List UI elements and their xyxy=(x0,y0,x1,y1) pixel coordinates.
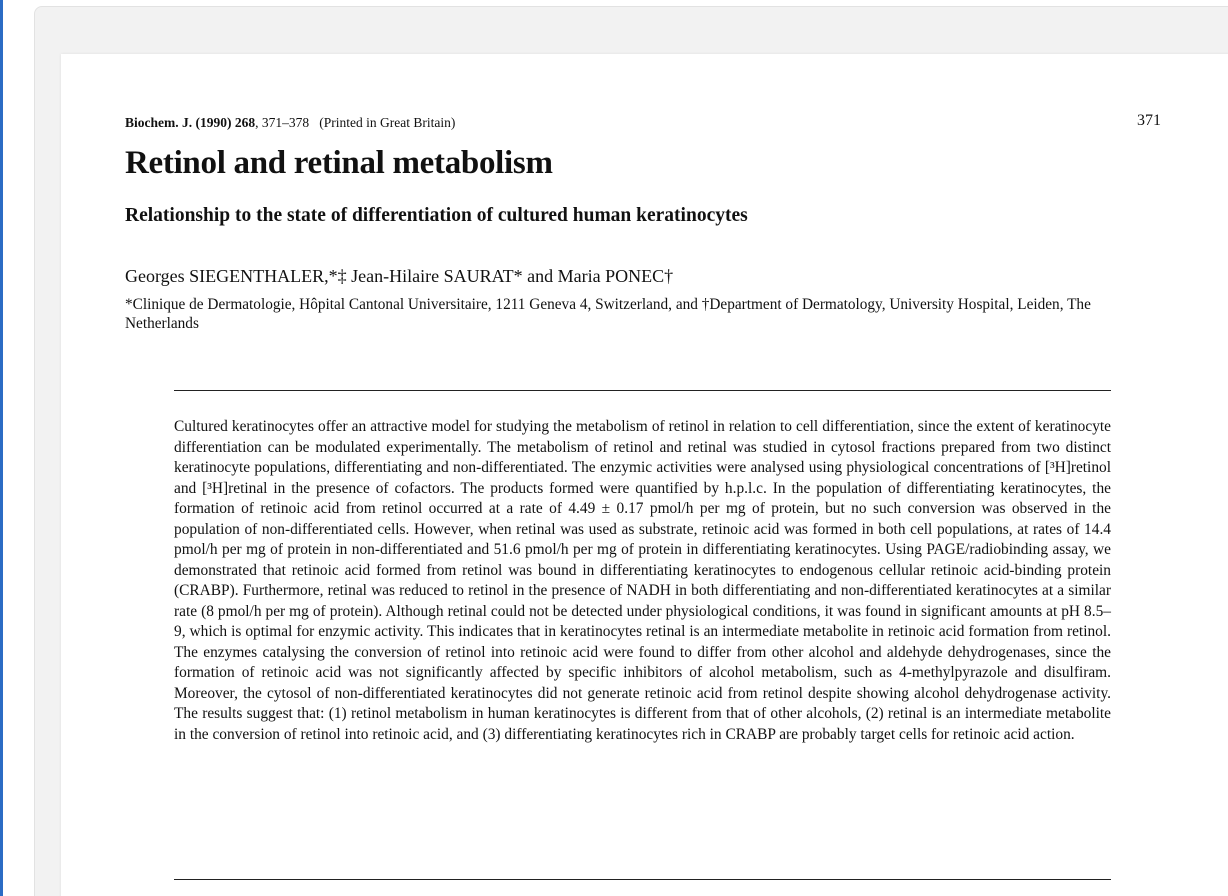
paper-title: Retinol and retinal metabolism xyxy=(125,145,553,181)
journal-pages: , 371–378 xyxy=(255,115,310,130)
journal-year: (1990) xyxy=(195,115,232,130)
journal-name: Biochem. J. xyxy=(125,115,193,130)
abstract-bottom-rule xyxy=(174,879,1111,880)
printed-note: (Printed in Great Britain) xyxy=(319,115,456,130)
author-list: Georges SIEGENTHALER,*‡ Jean-Hilaire SAURAT* and Maria PONEC† xyxy=(125,266,674,286)
journal-citation xyxy=(125,115,455,131)
page-number: 371 xyxy=(1137,112,1161,129)
abstract-text: Cultured keratinocytes offer an attractive model for studying the metabolism of retinol in relation to cell differentiation, since the extent of keratinocyte differentiation can be modulated experimentally. The metabolism of retinol and retinal was studied in cytosol fractions prepared from two distinct keratinocyte populations, differentiating and non-differentiated. The enzymic activities were analysed using physiological concentrations of [³H]retinol and [³H]retinal in the presence of cofactors. The products formed were quantified by h.p.l.c. In the population of differentiating keratinocytes, the formation of retinoic acid from retinol occurred at a rate of 4.49 ± 0.17 pmol/h per mg of protein, but no such conversion was observed in the population of non-differentiated cells. However, when retinal was used as substrate, retinoic acid was formed in both cell populations, at rates of 14.4 pmol/h per mg of protein in non-differentiated and 51.6 pmol/h per mg of protein in differentiating keratinocytes. Using PAGE/radiobinding assay, we demonstrated that retinoic acid formed from retinol was bound in differentiating keratinocytes to endogenous cellular retinoic acid-binding protein (CRABP). Furthermore, retinal was reduced to retinol in the presence of NADH in both differentiating and non-differentiated keratinocytes at a similar rate (8 pmol/h per mg of protein). Although retinal could not be detected under physiological conditions, it was found in significant amounts at pH 8.5–9, which is optimal for enzymic activity. This indicates that in keratinocytes retinal is an intermediate metabolite in retinoic acid formation from retinol. The enzymes catalysing the conversion of retinol into retinoic acid were found to differ from other alcohol and aldehyde dehydrogenases, since the formation of retinoic acid was not significantly affected by specific inhibitors of alcohol metabolism, such as 4-methylpyrazole and disulfiram. Moreover, the cytosol of non-differentiated keratinocytes did not generate retinoic acid from retinol despite showing alcohol dehydrogenase activity. The results suggest that: (1) retinol metabolism in human keratinocytes is different from that of other alcohols, (2) retinal is an intermediate metabolite in the conversion of retinol into retinoic acid, and (3) differentiating keratinocytes rich in CRABP are probably target cells for retinoic acid action. xyxy=(174,418,1111,743)
paper-page xyxy=(61,54,1228,896)
journal-volume: 268 xyxy=(234,115,256,130)
abstract-top-rule xyxy=(174,390,1111,391)
paper-subtitle: Relationship to the state of differentiation of cultured human keratinocytes xyxy=(125,205,748,226)
author-affiliation: *Clinique de Dermatologie, Hôpital Cantonal Universitaire, 1211 Geneva 4, Switzerland, and †Department of Dermatology, University Hospital, Leiden, The Netherlands xyxy=(125,296,1091,332)
viewer-left-edge xyxy=(0,0,3,896)
